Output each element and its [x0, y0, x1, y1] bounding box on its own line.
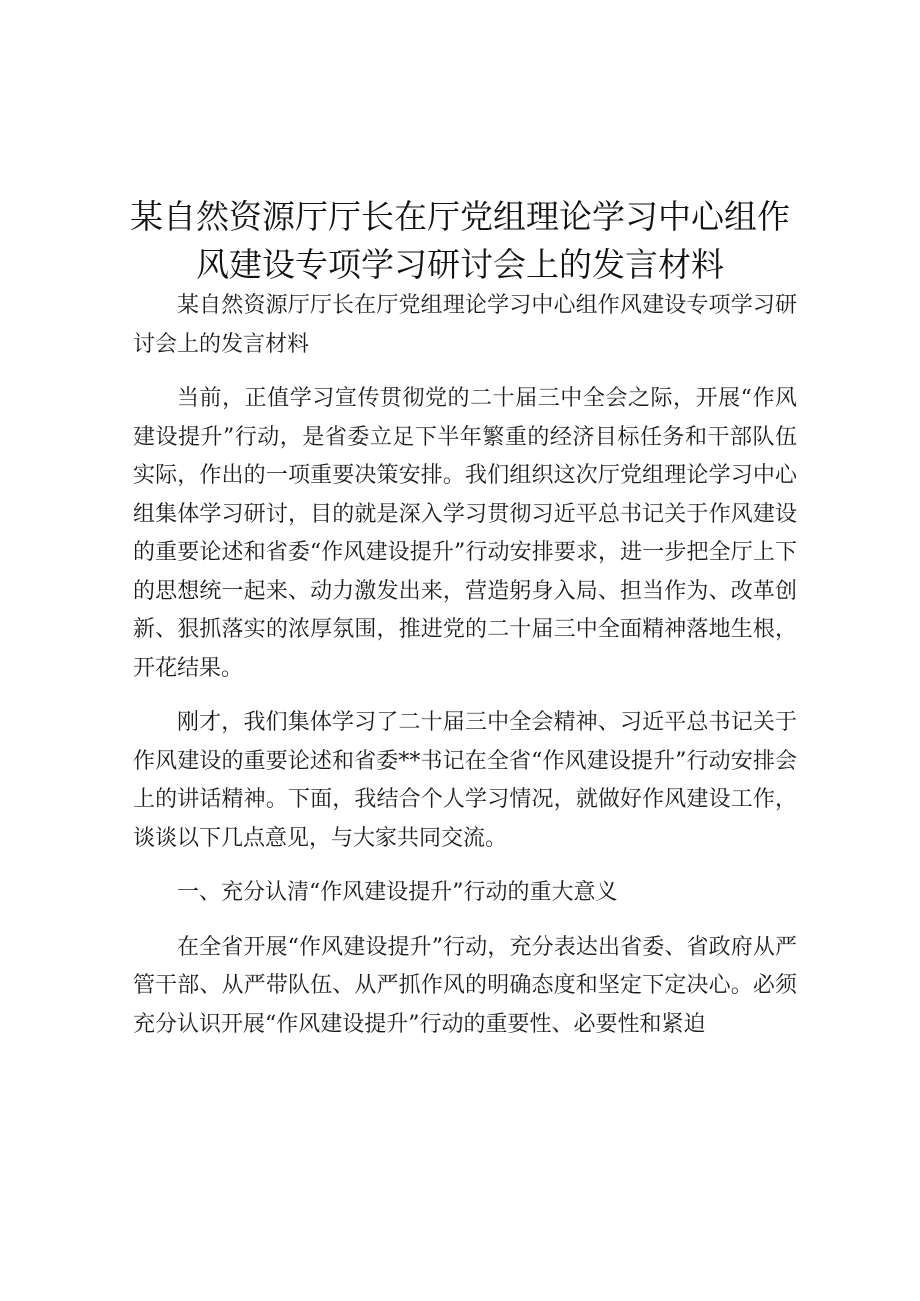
title-line: 风建设专项学习研讨会上的发言材料	[196, 245, 724, 284]
paragraph: 当前，正值学习宣传贯彻党的二十届三中全会之际，开展“作风建设提升”行动，是省委立足下半年繁重的经济目标任务和干部队伍实际，作出的一项重要决策安排。我们组织这次厅党组理论学习中心组集体学习研讨，目的就是深入学习贯彻习近平总书记关于作风建设的重要论述和省委“作风建设提升”行动安排要求，进一步把全厅上下的思想统一起来、动力激发出来，营造躬身入局、担当作为、改革创新、狠抓落实的浓厚氛围，推进党的二十届三中全面精神落地生根，开花结果。	[133, 386, 797, 681]
section-heading: 一、充分认清“作风建设提升”行动的重大意义	[177, 880, 618, 905]
paragraph: 刚才，我们集体学习了二十届三中全会精神、习近平总书记关于作风建设的重要论述和省委**书记在全省“作风建设提升”行动安排会上的讲话精神。下面，我结合个人学习情况，就做好作风建设工作，谈谈以下几点意见，与大家共同交流。	[133, 710, 797, 851]
document-title	[90, 193, 830, 289]
document-body	[133, 287, 797, 1060]
paragraph: 在全省开展“作风建设提升”行动，充分表达出省委、省政府从严管干部、从严带队伍、从严抓作风的明确态度和坚定下定决心。必须充分认识开展“作风建设提升”行动的重要性、必要性和紧迫	[133, 934, 797, 1037]
paragraph-subtitle: 某自然资源厅厅长在厅党组理论学习中心组作风建设专项学习研讨会上的发言材料	[133, 293, 797, 357]
title-line: 某自然资源厅厅长在厅党组理论学习中心组作	[130, 197, 790, 236]
